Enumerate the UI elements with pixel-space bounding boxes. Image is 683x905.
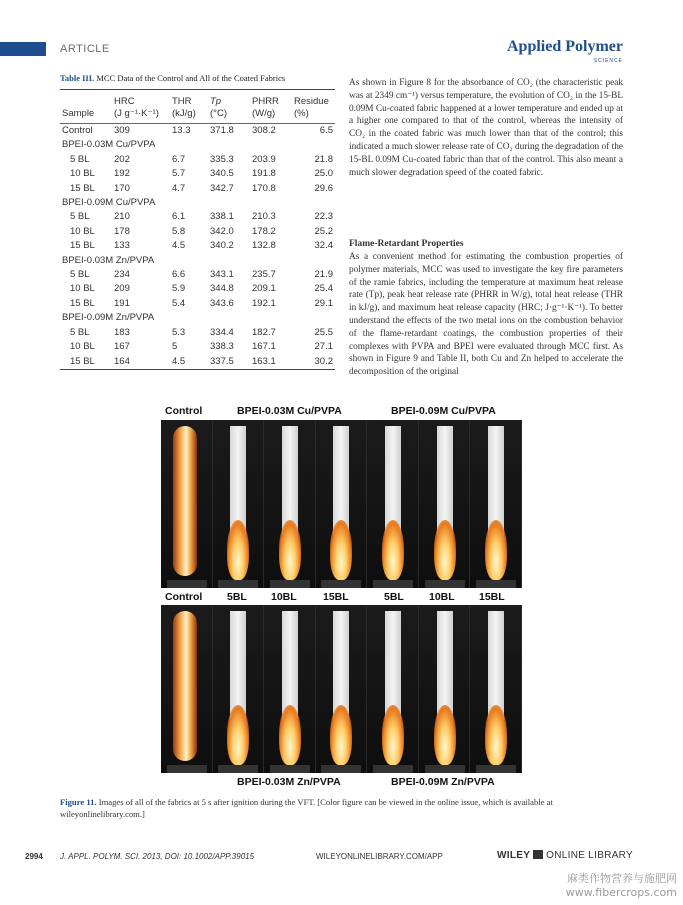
sample-photo <box>161 420 213 588</box>
table-cell: 337.5 <box>208 355 250 370</box>
table-cell: 371.8 <box>210 125 234 136</box>
table-cell: 30.2 <box>292 355 335 370</box>
table-cell: 5.3 <box>172 326 186 338</box>
table-cell: 210.3 <box>252 211 276 223</box>
figure-caption <box>60 796 623 820</box>
burner-image <box>167 580 207 588</box>
figure-mid-label: 15BL <box>479 591 505 603</box>
flame-image <box>434 520 456 580</box>
sample-photo <box>161 605 213 773</box>
table-cell: 343.6 <box>210 297 234 309</box>
table-cell: 183 <box>114 326 130 338</box>
sample-photo <box>470 420 522 588</box>
table-cell: 235.7 <box>252 269 276 281</box>
table-cell: 29.6 <box>314 182 333 194</box>
journal-citation: J. APPL. POLYM. SCI. 2013, DOI: 10.1002/APP.39015 <box>60 852 255 861</box>
header-sample: Sample <box>60 90 112 124</box>
table-cell: 4.7 <box>172 182 186 194</box>
table-group-label: BPEI-0.09M Cu/PVPA <box>62 197 156 209</box>
table-cell: 13.3 <box>172 125 191 136</box>
table-cell: 192.1 <box>252 297 276 309</box>
header-thr: THR (kJ/g) <box>170 90 208 124</box>
table-cell: 209.1 <box>252 283 276 295</box>
figure-label-zn-009: BPEI-0.09M Zn/PVPA <box>391 776 495 788</box>
sample-photo <box>316 605 368 773</box>
table-row <box>60 210 335 224</box>
table-cell: 178 <box>114 225 130 237</box>
burner-image <box>218 580 258 588</box>
figure-mid-label: 5BL <box>384 591 404 603</box>
table-cell: 27.1 <box>314 341 333 353</box>
flame-image <box>434 705 456 765</box>
table-cell: 6.6 <box>172 269 186 281</box>
table-row <box>60 239 335 253</box>
table-cell: 5 BL <box>70 211 90 223</box>
table-cell: 170 <box>114 182 130 194</box>
table-group-label: BPEI-0.03M Zn/PVPA <box>62 254 155 266</box>
table-cell: 335.3 <box>210 153 234 165</box>
table-cell: 15 BL <box>70 240 95 252</box>
table-cell: 4.5 <box>172 240 186 252</box>
sample-photo <box>316 420 368 588</box>
burner-image <box>321 765 361 773</box>
wiley-online-library-logo[interactable] <box>497 850 633 861</box>
table-cell: 10 BL <box>70 283 95 295</box>
table-caption-text: MCC Data of the Control and All of the Coated Fabrics <box>96 73 286 83</box>
wiley-library-text: ONLINE LIBRARY <box>546 850 633 861</box>
flame-image <box>227 520 249 580</box>
figure-caption-label: Figure 11. <box>60 797 97 807</box>
table-cell: 5.8 <box>172 225 186 237</box>
figure-caption-text: Images of all of the fabrics at 5 s after ignition during the VFT. [Color figure can be viewed in the online issue, which is available at wileyonlinelibrary.com.] <box>60 797 553 819</box>
table-row-control <box>60 124 335 139</box>
table-cell: 6.5 <box>319 125 333 136</box>
flame-image <box>485 705 507 765</box>
figure-mid-label: 5BL <box>227 591 247 603</box>
sample-photo <box>213 605 265 773</box>
sample-photo <box>264 605 316 773</box>
table-cell: 170.8 <box>252 182 276 194</box>
table-cell: 15 BL <box>70 182 95 194</box>
burner-image <box>270 580 310 588</box>
header-accent-bar <box>0 42 46 56</box>
header-phrr: PHRR (W/g) <box>250 90 292 124</box>
table-row <box>60 326 335 340</box>
figure-mid-label: 15BL <box>323 591 349 603</box>
page-number: 2994 <box>25 852 43 861</box>
photo-panel-cu <box>161 420 522 588</box>
table-cell: 25.0 <box>314 168 333 180</box>
sample-photo <box>419 420 471 588</box>
figure-mid-label: 10BL <box>271 591 297 603</box>
burner-image <box>425 765 465 773</box>
table-cell: 203.9 <box>252 153 276 165</box>
table-cell: 10 BL <box>70 168 95 180</box>
section-heading: Flame-Retardant Properties <box>349 239 464 249</box>
table-caption <box>60 73 335 83</box>
table-cell: 342.7 <box>210 182 234 194</box>
table-cell: 342.0 <box>210 225 234 237</box>
figure-label-cu-009: BPEI-0.09M Cu/PVPA <box>391 405 496 417</box>
table-row <box>60 282 335 296</box>
sample-photo <box>367 605 419 773</box>
flame-image <box>227 705 249 765</box>
burner-image <box>270 765 310 773</box>
table-cell: 29.1 <box>314 297 333 309</box>
flame-image <box>279 705 301 765</box>
table-cell: 15 BL <box>70 297 95 309</box>
table-cell: 22.3 <box>314 211 333 223</box>
journal-logo[interactable] <box>507 40 623 68</box>
table-label: Table III. <box>60 73 95 83</box>
journal-logo-text: Applied Polymer <box>507 38 623 55</box>
journal-site-link[interactable]: WILEYONLINELIBRARY.COM/APP <box>316 852 443 861</box>
watermark <box>566 872 677 900</box>
sample-photo <box>213 420 265 588</box>
table-cell: 25.2 <box>314 225 333 237</box>
table-cell: 6.1 <box>172 211 186 223</box>
table-cell: 5 BL <box>70 326 90 338</box>
burner-image <box>218 765 258 773</box>
table-cell: 209 <box>114 283 130 295</box>
table-row <box>60 153 335 167</box>
flame-image <box>485 520 507 580</box>
table-cell: 25.5 <box>314 326 333 338</box>
table-cell: 167 <box>114 341 130 353</box>
table-cell: 21.9 <box>314 269 333 281</box>
figure-label-zn-003: BPEI-0.03M Zn/PVPA <box>237 776 341 788</box>
table-cell: 191 <box>114 297 130 309</box>
table-cell: 25.4 <box>314 283 333 295</box>
figure-11 <box>161 405 522 788</box>
burner-image <box>425 580 465 588</box>
table-cell: 32.4 <box>314 240 333 252</box>
header-residue: Residue (%) <box>292 90 335 124</box>
table-group-row <box>60 138 335 152</box>
table-cell: 132.8 <box>252 240 276 252</box>
flame-image <box>382 520 404 580</box>
journal-logo-sub: SCIENCE <box>593 58 623 64</box>
table-cell: 338.3 <box>210 341 234 353</box>
table-row <box>60 182 335 196</box>
header-hrc: HRC (J g⁻¹·K⁻¹) <box>112 90 170 124</box>
table-group-label: BPEI-0.09M Zn/PVPA <box>62 312 155 324</box>
table-cell: 133 <box>114 240 130 252</box>
table-cell: 5.4 <box>172 297 186 309</box>
flame-image <box>173 611 197 761</box>
figure-mid-label: 10BL <box>429 591 455 603</box>
table-row <box>60 225 335 239</box>
table-cell: 182.7 <box>252 326 276 338</box>
table-row <box>60 297 335 311</box>
table-cell: 192 <box>114 168 130 180</box>
table-group-label: BPEI-0.03M Cu/PVPA <box>62 139 156 151</box>
table-cell: Control <box>62 125 93 136</box>
table-cell: 340.5 <box>210 168 234 180</box>
table-cell: 5.7 <box>172 168 186 180</box>
table-cell: 5 <box>172 341 178 353</box>
table-cell: 167.1 <box>252 341 276 353</box>
table-group-row <box>60 196 335 210</box>
table-header-row <box>60 90 335 124</box>
table-row <box>60 340 335 354</box>
sample-photo <box>367 420 419 588</box>
table-cell: 309 <box>114 125 130 136</box>
table-cell: 5 BL <box>70 153 90 165</box>
table-cell: 202 <box>114 153 130 165</box>
table-row <box>60 355 335 370</box>
figure-label-control-top: Control <box>165 405 203 417</box>
table-cell: 15 BL <box>60 355 112 370</box>
mcc-table <box>60 89 335 370</box>
table-cell: 343.1 <box>210 269 234 281</box>
figure-mid-label: Control <box>165 591 203 603</box>
table-cell: 10 BL <box>70 341 95 353</box>
header-tp: Tp (°C) <box>208 90 250 124</box>
burner-image <box>476 765 516 773</box>
watermark-line-2: www.fibercrops.com <box>565 886 677 899</box>
table-cell: 163.1 <box>250 355 292 370</box>
table-cell: 344.8 <box>210 283 234 295</box>
flame-image <box>330 705 352 765</box>
figure-label-cu-003: BPEI-0.03M Cu/PVPA <box>237 405 342 417</box>
table-cell: 338.1 <box>210 211 234 223</box>
burner-image <box>373 765 413 773</box>
table-cell: 334.4 <box>210 326 234 338</box>
table-cell: 6.7 <box>172 153 186 165</box>
photo-panel-zn <box>161 605 522 773</box>
table-group-row <box>60 311 335 325</box>
burner-image <box>167 765 207 773</box>
wiley-brand: WILEY <box>497 850 531 861</box>
table-cell: 308.2 <box>252 125 276 136</box>
burner-image <box>321 580 361 588</box>
body-paragraph-2: As a convenient method for estimating the combustion properties of polymer materials, MCC was used to investigate the key fire parameters of the ramie fabrics, including the temperature at maximum heat release rate (Tp), peak heat release rate (PHRR in W/g), total heat release (THR in kJ/g), and maximum heat release capacity (HRC; J·g⁻¹·K⁻¹). To better understand the effects of the two metal ions on the combustion behavior of the flame-retardant coatings, the combustion properties of their complexes with PVPA and BPEI were evaluated through MCC first. As shown in Figure 9 and Table II, both Cu and Zn helped to accelerate the decomposition of the original <box>349 252 623 378</box>
flame-image <box>173 426 197 576</box>
flame-image <box>330 520 352 580</box>
table-cell: 21.8 <box>314 153 333 165</box>
flame-image <box>279 520 301 580</box>
table-cell: 10 BL <box>70 225 95 237</box>
table-cell: 210 <box>114 211 130 223</box>
wiley-book-icon <box>533 850 543 859</box>
table-row <box>60 167 335 181</box>
table-cell: 5.9 <box>172 283 186 295</box>
article-label: ARTICLE <box>60 43 110 55</box>
flame-image <box>382 705 404 765</box>
table-cell: 178.2 <box>252 225 276 237</box>
table-cell: 234 <box>114 269 130 281</box>
burner-image <box>373 580 413 588</box>
sample-photo <box>419 605 471 773</box>
body-paragraph-1: As shown in Figure 8 for the absorbance of CO₂ (the characteristic peak was at 2349 cm⁻¹) versus temperature, the evolution of CO₂ in the 15-BL 0.09M Cu-coated fabric happened at a lower temperature and ended up at a higher one compared to that of the control, whereas the intensity of CO₂ in the coated fabric was much lower than that of the control; this indicated a much slower release rate of CO₂ during the degradation of the 15-BL 0.09M Cu-coated fabric than that of the control. This also meant a much slower degradation speed of the coated fabric. <box>349 78 623 178</box>
table-cell: 5 BL <box>70 269 90 281</box>
sample-photo <box>470 605 522 773</box>
table-group-row <box>60 254 335 268</box>
table-cell: 4.5 <box>170 355 208 370</box>
table-cell: 340.2 <box>210 240 234 252</box>
sample-photo <box>264 420 316 588</box>
table-cell: 164 <box>112 355 170 370</box>
burner-image <box>476 580 516 588</box>
table-cell: 191.8 <box>252 168 276 180</box>
table-row <box>60 268 335 282</box>
watermark-line-1: 麻类作物营养与施肥网 <box>567 872 677 885</box>
